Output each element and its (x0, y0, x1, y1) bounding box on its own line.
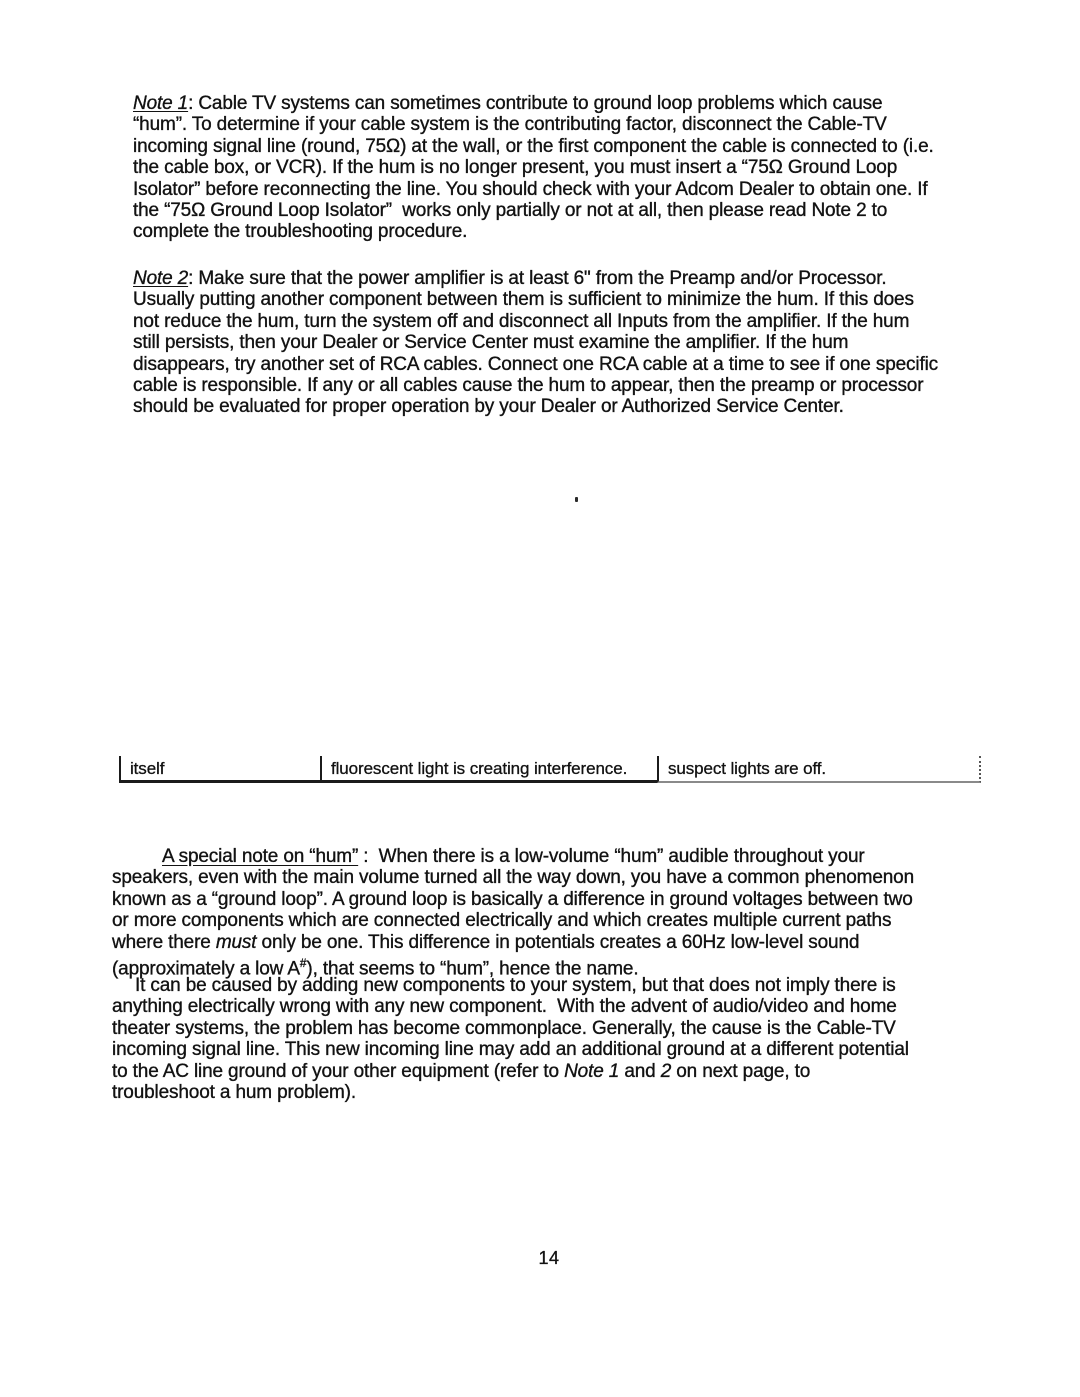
text-run: on next page, to (671, 1060, 811, 1082)
table-cell-fluorescent (320, 756, 657, 783)
text-run: Usually putting another component between them is sufficient to minimize the hum. If this does (133, 289, 914, 311)
text-run: theater systems, the problem has become commonplace. Generally, the cause is the Cable-TV (112, 1017, 896, 1039)
text-run: incoming signal line. This new incoming line may add an additional ground at a different potential (112, 1039, 909, 1061)
text-run: speakers, even with the main volume turned all the way down, you have a common phenomenon (112, 867, 915, 889)
table-cell-text: suspect lights are off. (668, 759, 827, 778)
text-run: Note 1 (133, 93, 189, 114)
text-line (112, 996, 909, 1017)
text-run: Isolator” before reconnecting the line. You should check with your Adcom Dealer to obtain one. If (133, 178, 928, 200)
text-line (112, 932, 914, 953)
text-run: the “75Ω Ground Loop Isolator” works only partially or not at all, then please read Note 2 to (133, 200, 888, 222)
text-line (133, 375, 938, 396)
paragraph-special-note-on-hum (112, 846, 914, 980)
table-cell-text: fluorescent light is creating interference. (331, 759, 628, 778)
text-run: to the AC line ground of your other equipment (refer to (112, 1060, 565, 1082)
text-run: disappears, try another set of RCA cables. Connect one RCA cable at a time to see if one specific (133, 353, 939, 375)
table-cell-suspect-lights (657, 756, 981, 783)
text-line (112, 846, 914, 867)
text-run: 2 (660, 1060, 672, 1082)
paragraph-hum-causes (112, 975, 909, 1103)
text-run: complete the troubleshooting procedure. (133, 221, 468, 243)
text-run: : When there is a low-volume “hum” audible throughout your (358, 846, 865, 867)
text-run: anything electrically wrong with any new component. With the advent of audio/video and home (112, 996, 897, 1018)
table-row-fragment (119, 756, 981, 783)
text-run: Note 2 (133, 268, 189, 289)
text-run: ), that seems to “hum”, hence the name. (306, 958, 639, 980)
text-run: must (215, 931, 257, 953)
text-run: still persists, then your Dealer or Service Center must examine the amplifier. If the hum (133, 332, 849, 354)
text-line (133, 200, 934, 221)
table-cell-text: itself (130, 759, 165, 778)
text-line (133, 332, 938, 353)
text-run: incoming signal line (round, 75Ω) at the wall, or the first component the cable is connected to (i.e. (133, 135, 934, 157)
text-line (112, 1082, 909, 1103)
text-run: (approximately a low A (112, 958, 300, 980)
text-line (133, 221, 934, 242)
text-line (112, 975, 909, 996)
text-line (133, 179, 934, 200)
text-run: and (619, 1060, 661, 1082)
text-run: known as a “ground loop”. A ground loop is basically a difference in ground voltages between two (112, 888, 913, 910)
text-run: or more components which are connected electrically and which creates multiple current paths (112, 910, 892, 932)
text-run: “hum”. To determine if your cable system is the contributing factor, disconnect the Cable-TV (133, 114, 887, 136)
text-line (133, 93, 934, 114)
text-run: A special note on “hum” (162, 846, 359, 867)
text-run: cable is responsible. If any or all cables cause the hum to appear, then the preamp or processor (133, 375, 924, 397)
text-run: the cable box, or VCR). If the hum is no longer present, you must insert a “75Ω Ground Loop (133, 157, 898, 179)
paragraph-note-1 (133, 93, 934, 243)
text-run: : Cable TV systems can sometimes contribute to ground loop problems which cause (188, 93, 883, 114)
text-line (133, 354, 938, 375)
text-run: : Make sure that the power amplifier is at least 6" from the Preamp and/or Processor. (188, 268, 887, 289)
text-line (133, 157, 934, 178)
text-line (133, 114, 934, 135)
text-line (112, 910, 914, 931)
text-line (112, 1039, 909, 1060)
text-line (133, 136, 934, 157)
table-cell-itself (119, 756, 320, 783)
text-line (133, 268, 938, 289)
text-run: only be one. This difference in potentials creates a 60Hz low-level sound (256, 931, 860, 953)
text-line (112, 1061, 909, 1082)
text-line (112, 867, 914, 888)
text-line (133, 311, 938, 332)
page-number: 14 (538, 1248, 560, 1268)
text-run: It can be caused by adding new components to your system, but that does not imply there is (135, 975, 896, 996)
text-line (133, 396, 938, 417)
paragraph-note-2 (133, 268, 938, 418)
scan-speck (575, 497, 578, 502)
text-run: Note 1 (564, 1060, 620, 1082)
text-run: where there (112, 931, 216, 953)
text-run: troubleshoot a hum problem). (112, 1082, 356, 1104)
text-run: not reduce the hum, turn the system off and disconnect all Inputs from the amplifier. If the hum (133, 310, 910, 332)
text-line (112, 889, 914, 910)
text-line (112, 1018, 909, 1039)
text-run: # (299, 957, 307, 971)
text-line (133, 289, 938, 310)
text-run: should be evaluated for proper operation by your Dealer or Authorized Service Center. (133, 396, 844, 418)
